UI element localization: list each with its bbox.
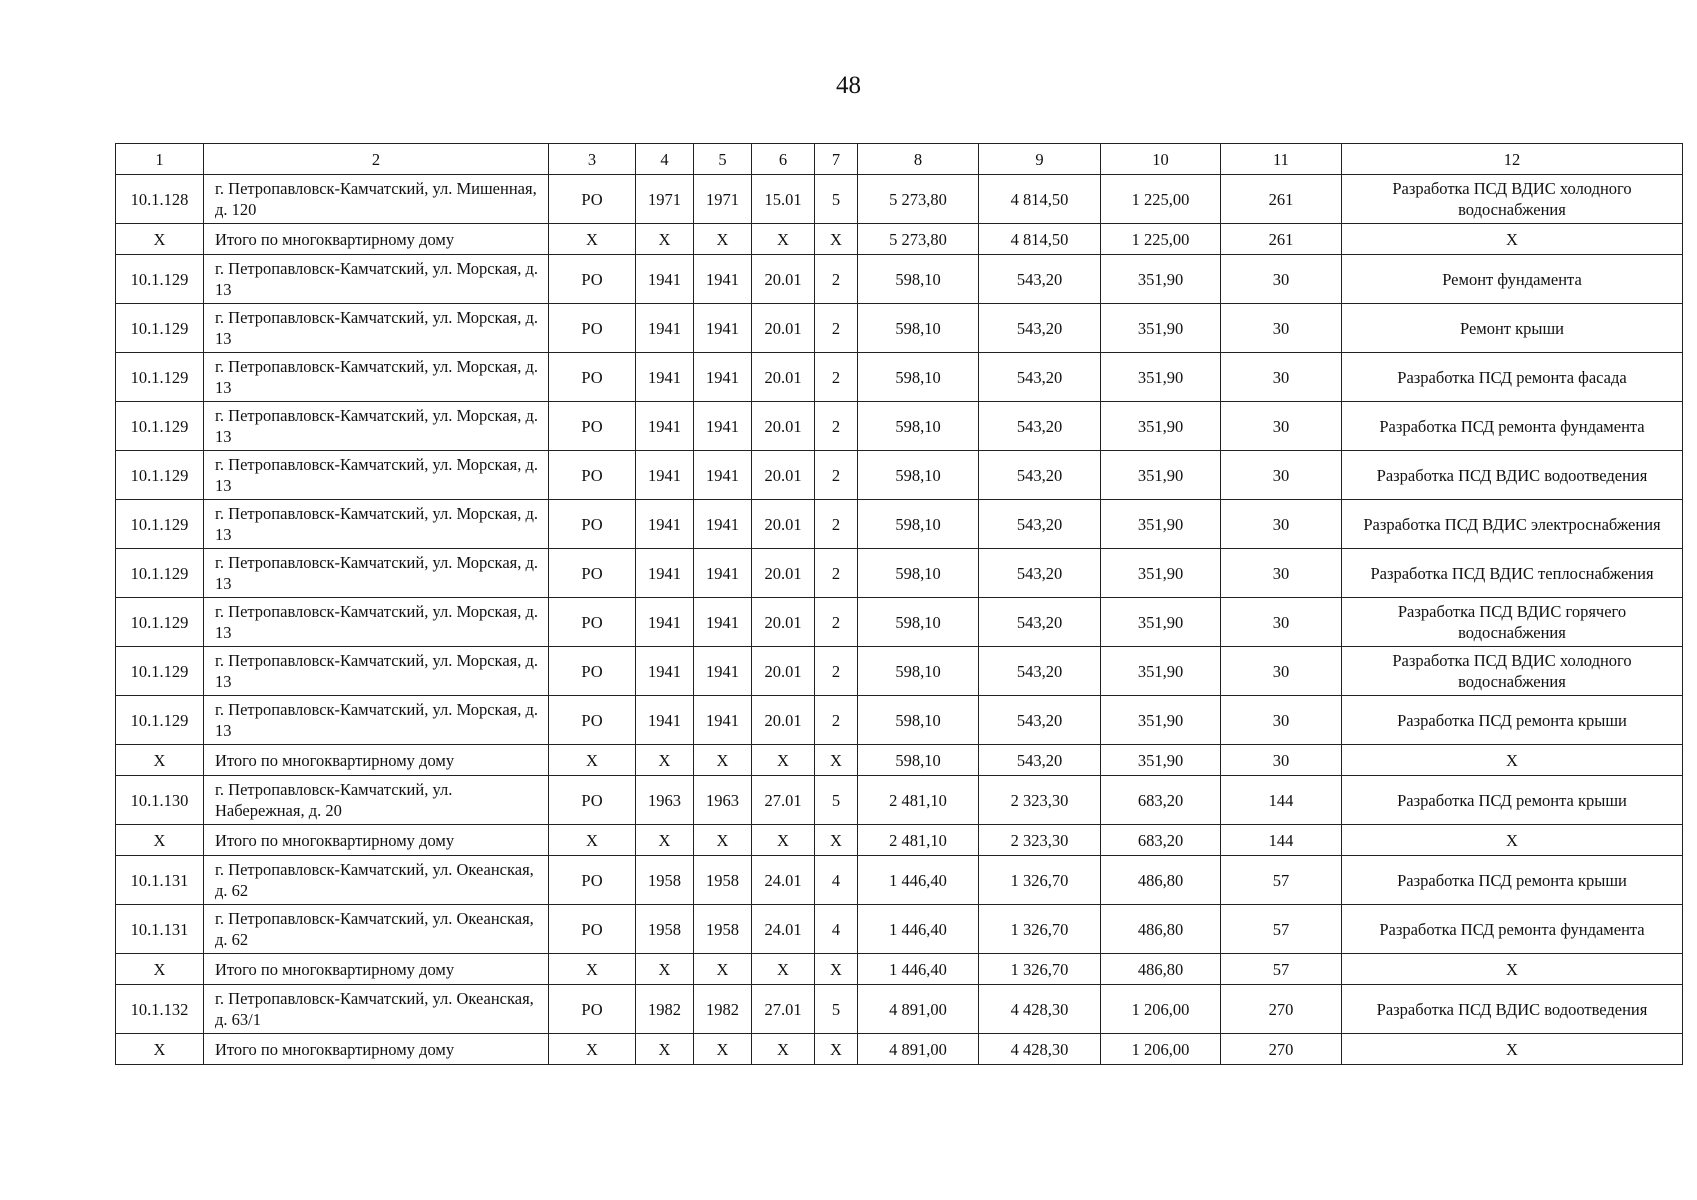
work-type-cell: Разработка ПСД ВДИС холодного водоснабжения bbox=[1342, 647, 1683, 696]
total-row bbox=[116, 224, 1683, 255]
residents-cell: 30 bbox=[1221, 500, 1342, 549]
table-row bbox=[116, 856, 1683, 905]
total-row bbox=[116, 745, 1683, 776]
address-cell: г. Петропавловск-Камчатский, ул. Мишенная, д. 120 bbox=[204, 175, 549, 224]
total-area-cell: 598,10 bbox=[858, 745, 979, 776]
table-row bbox=[116, 353, 1683, 402]
work-type-cell: Ремонт крыши bbox=[1342, 304, 1683, 353]
ownership-cell: Х bbox=[549, 825, 636, 856]
commission-year-cell: 1941 bbox=[636, 353, 694, 402]
total-area-cell: 598,10 bbox=[858, 451, 979, 500]
roof-area-cell: 351,90 bbox=[1101, 549, 1221, 598]
residents-cell: 57 bbox=[1221, 856, 1342, 905]
row-number-cell: 10.1.129 bbox=[116, 598, 204, 647]
roof-area-cell: 351,90 bbox=[1101, 696, 1221, 745]
work-type-cell: Разработка ПСД ВДИС электроснабжения bbox=[1342, 500, 1683, 549]
floors-cell: Х bbox=[815, 745, 858, 776]
residents-cell: 30 bbox=[1221, 353, 1342, 402]
ownership-cell: РО bbox=[549, 500, 636, 549]
roof-area-cell: 351,90 bbox=[1101, 647, 1221, 696]
address-cell: г. Петропавловск-Камчатский, ул. Морская, д. 13 bbox=[204, 402, 549, 451]
table-row bbox=[116, 985, 1683, 1034]
residents-cell: 57 bbox=[1221, 905, 1342, 954]
header-cell: 5 bbox=[694, 144, 752, 175]
roof-area-cell: 351,90 bbox=[1101, 402, 1221, 451]
residential-area-cell: 543,20 bbox=[979, 402, 1101, 451]
roof-area-cell: 351,90 bbox=[1101, 598, 1221, 647]
header-cell: 7 bbox=[815, 144, 858, 175]
row-number-cell: 10.1.129 bbox=[116, 549, 204, 598]
planned-date-cell: 20.01 bbox=[752, 304, 815, 353]
ownership-cell: РО bbox=[549, 451, 636, 500]
floors-cell: 5 bbox=[815, 175, 858, 224]
table-row bbox=[116, 696, 1683, 745]
total-area-cell: 2 481,10 bbox=[858, 776, 979, 825]
roof-area-cell: 351,90 bbox=[1101, 255, 1221, 304]
row-number-cell: 10.1.129 bbox=[116, 451, 204, 500]
floors-cell: Х bbox=[815, 954, 858, 985]
residents-cell: 30 bbox=[1221, 451, 1342, 500]
total-area-cell: 598,10 bbox=[858, 696, 979, 745]
commission-year-cell: 1941 bbox=[636, 598, 694, 647]
planned-date-cell: 20.01 bbox=[752, 647, 815, 696]
residential-area-cell: 543,20 bbox=[979, 353, 1101, 402]
floors-cell: 4 bbox=[815, 856, 858, 905]
ownership-cell: РО bbox=[549, 549, 636, 598]
build-year-cell: Х bbox=[694, 825, 752, 856]
build-year-cell: 1941 bbox=[694, 402, 752, 451]
total-area-cell: 1 446,40 bbox=[858, 905, 979, 954]
header-cell: 11 bbox=[1221, 144, 1342, 175]
work-type-cell: Х bbox=[1342, 745, 1683, 776]
total-area-cell: 598,10 bbox=[858, 402, 979, 451]
address-cell: г. Петропавловск-Камчатский, ул. Морская, д. 13 bbox=[204, 647, 549, 696]
total-area-cell: 598,10 bbox=[858, 549, 979, 598]
row-number-cell: Х bbox=[116, 224, 204, 255]
roof-area-cell: 1 225,00 bbox=[1101, 175, 1221, 224]
row-number-cell: 10.1.129 bbox=[116, 353, 204, 402]
commission-year-cell: Х bbox=[636, 224, 694, 255]
build-year-cell: 1941 bbox=[694, 353, 752, 402]
header-cell: 1 bbox=[116, 144, 204, 175]
planned-date-cell: 20.01 bbox=[752, 549, 815, 598]
address-cell: г. Петропавловск-Камчатский, ул. Океанская, д. 62 bbox=[204, 905, 549, 954]
ownership-cell: РО bbox=[549, 304, 636, 353]
ownership-cell: РО bbox=[549, 647, 636, 696]
build-year-cell: 1941 bbox=[694, 549, 752, 598]
work-type-cell: Разработка ПСД ремонта крыши bbox=[1342, 776, 1683, 825]
planned-date-cell: Х bbox=[752, 745, 815, 776]
roof-area-cell: 351,90 bbox=[1101, 451, 1221, 500]
address-cell: г. Петропавловск-Камчатский, ул. Морская, д. 13 bbox=[204, 255, 549, 304]
build-year-cell: 1963 bbox=[694, 776, 752, 825]
residents-cell: 30 bbox=[1221, 304, 1342, 353]
floors-cell: 2 bbox=[815, 598, 858, 647]
residential-area-cell: 1 326,70 bbox=[979, 856, 1101, 905]
residents-cell: 30 bbox=[1221, 549, 1342, 598]
planned-date-cell: Х bbox=[752, 825, 815, 856]
planned-date-cell: 20.01 bbox=[752, 255, 815, 304]
address-cell: Итого по многоквартирному дому bbox=[204, 224, 549, 255]
roof-area-cell: 351,90 bbox=[1101, 500, 1221, 549]
planned-date-cell: Х bbox=[752, 1034, 815, 1065]
header-cell: 12 bbox=[1342, 144, 1683, 175]
commission-year-cell: 1941 bbox=[636, 255, 694, 304]
commission-year-cell: 1963 bbox=[636, 776, 694, 825]
address-cell: г. Петропавловск-Камчатский, ул. Морская, д. 13 bbox=[204, 549, 549, 598]
address-cell: Итого по многоквартирному дому bbox=[204, 1034, 549, 1065]
commission-year-cell: 1941 bbox=[636, 304, 694, 353]
address-cell: Итого по многоквартирному дому bbox=[204, 825, 549, 856]
work-type-cell: Х bbox=[1342, 224, 1683, 255]
build-year-cell: 1941 bbox=[694, 451, 752, 500]
table-row bbox=[116, 776, 1683, 825]
address-cell: г. Петропавловск-Камчатский, ул. Морская, д. 13 bbox=[204, 451, 549, 500]
floors-cell: 2 bbox=[815, 304, 858, 353]
commission-year-cell: 1941 bbox=[636, 402, 694, 451]
address-cell: г. Петропавловск-Камчатский, ул. Морская, д. 13 bbox=[204, 696, 549, 745]
address-cell: г. Петропавловск-Камчатский, ул. Морская, д. 13 bbox=[204, 500, 549, 549]
total-row bbox=[116, 825, 1683, 856]
floors-cell: 2 bbox=[815, 402, 858, 451]
residents-cell: 270 bbox=[1221, 1034, 1342, 1065]
header-row bbox=[116, 144, 1683, 175]
build-year-cell: 1958 bbox=[694, 905, 752, 954]
work-type-cell: Х bbox=[1342, 1034, 1683, 1065]
total-row bbox=[116, 954, 1683, 985]
address-cell: г. Петропавловск-Камчатский, ул. Морская, д. 13 bbox=[204, 353, 549, 402]
row-number-cell: Х bbox=[116, 954, 204, 985]
work-type-cell: Разработка ПСД ВДИС холодного водоснабжения bbox=[1342, 175, 1683, 224]
ownership-cell: РО bbox=[549, 598, 636, 647]
floors-cell: 2 bbox=[815, 255, 858, 304]
address-cell: г. Петропавловск-Камчатский, ул. Набережная, д. 20 bbox=[204, 776, 549, 825]
total-area-cell: 598,10 bbox=[858, 500, 979, 549]
total-area-cell: 5 273,80 bbox=[858, 224, 979, 255]
table-row bbox=[116, 905, 1683, 954]
commission-year-cell: 1971 bbox=[636, 175, 694, 224]
residential-area-cell: 543,20 bbox=[979, 549, 1101, 598]
commission-year-cell: 1958 bbox=[636, 905, 694, 954]
ownership-cell: РО bbox=[549, 905, 636, 954]
floors-cell: 2 bbox=[815, 696, 858, 745]
commission-year-cell: 1941 bbox=[636, 451, 694, 500]
ownership-cell: РО bbox=[549, 175, 636, 224]
ownership-cell: Х bbox=[549, 1034, 636, 1065]
header-cell: 9 bbox=[979, 144, 1101, 175]
total-area-cell: 598,10 bbox=[858, 255, 979, 304]
build-year-cell: 1941 bbox=[694, 304, 752, 353]
total-area-cell: 2 481,10 bbox=[858, 825, 979, 856]
header-cell: 10 bbox=[1101, 144, 1221, 175]
build-year-cell: Х bbox=[694, 1034, 752, 1065]
page-number: 48 bbox=[836, 72, 861, 99]
build-year-cell: Х bbox=[694, 954, 752, 985]
table-row bbox=[116, 175, 1683, 224]
residential-area-cell: 4 428,30 bbox=[979, 1034, 1101, 1065]
row-number-cell: 10.1.131 bbox=[116, 856, 204, 905]
ownership-cell: Х bbox=[549, 224, 636, 255]
build-year-cell: 1941 bbox=[694, 696, 752, 745]
row-number-cell: 10.1.129 bbox=[116, 255, 204, 304]
residents-cell: 57 bbox=[1221, 954, 1342, 985]
residential-area-cell: 543,20 bbox=[979, 696, 1101, 745]
build-year-cell: 1941 bbox=[694, 647, 752, 696]
residential-area-cell: 543,20 bbox=[979, 647, 1101, 696]
total-area-cell: 598,10 bbox=[858, 304, 979, 353]
residential-area-cell: 4 814,50 bbox=[979, 175, 1101, 224]
planned-date-cell: 20.01 bbox=[752, 500, 815, 549]
table-row bbox=[116, 549, 1683, 598]
planned-date-cell: 20.01 bbox=[752, 451, 815, 500]
ownership-cell: РО bbox=[549, 856, 636, 905]
work-type-cell: Ремонт фундамента bbox=[1342, 255, 1683, 304]
row-number-cell: Х bbox=[116, 825, 204, 856]
roof-area-cell: 486,80 bbox=[1101, 856, 1221, 905]
table-row bbox=[116, 304, 1683, 353]
address-cell: г. Петропавловск-Камчатский, ул. Океанская, д. 62 bbox=[204, 856, 549, 905]
commission-year-cell: 1941 bbox=[636, 696, 694, 745]
build-year-cell: 1941 bbox=[694, 255, 752, 304]
commission-year-cell: 1982 bbox=[636, 985, 694, 1034]
row-number-cell: 10.1.128 bbox=[116, 175, 204, 224]
address-cell: г. Петропавловск-Камчатский, ул. Океанская, д. 63/1 bbox=[204, 985, 549, 1034]
commission-year-cell: 1941 bbox=[636, 500, 694, 549]
total-area-cell: 1 446,40 bbox=[858, 954, 979, 985]
row-number-cell: 10.1.129 bbox=[116, 304, 204, 353]
row-number-cell: 10.1.130 bbox=[116, 776, 204, 825]
row-number-cell: Х bbox=[116, 1034, 204, 1065]
floors-cell: 2 bbox=[815, 500, 858, 549]
ownership-cell: РО bbox=[549, 776, 636, 825]
row-number-cell: 10.1.129 bbox=[116, 500, 204, 549]
roof-area-cell: 683,20 bbox=[1101, 776, 1221, 825]
total-area-cell: 5 273,80 bbox=[858, 175, 979, 224]
commission-year-cell: 1941 bbox=[636, 647, 694, 696]
floors-cell: Х bbox=[815, 825, 858, 856]
work-type-cell: Разработка ПСД ремонта крыши bbox=[1342, 856, 1683, 905]
total-area-cell: 1 446,40 bbox=[858, 856, 979, 905]
planned-date-cell: Х bbox=[752, 224, 815, 255]
commission-year-cell: Х bbox=[636, 825, 694, 856]
residential-area-cell: 543,20 bbox=[979, 500, 1101, 549]
floors-cell: 4 bbox=[815, 905, 858, 954]
header-cell: 8 bbox=[858, 144, 979, 175]
work-type-cell: Разработка ПСД ремонта фундамента bbox=[1342, 402, 1683, 451]
build-year-cell: Х bbox=[694, 745, 752, 776]
register-table bbox=[115, 143, 1683, 1065]
commission-year-cell: 1941 bbox=[636, 549, 694, 598]
build-year-cell: 1941 bbox=[694, 500, 752, 549]
total-area-cell: 598,10 bbox=[858, 647, 979, 696]
roof-area-cell: 1 206,00 bbox=[1101, 1034, 1221, 1065]
work-type-cell: Разработка ПСД ВДИС водоотведения bbox=[1342, 451, 1683, 500]
floors-cell: 2 bbox=[815, 451, 858, 500]
ownership-cell: РО bbox=[549, 985, 636, 1034]
address-cell: г. Петропавловск-Камчатский, ул. Морская, д. 13 bbox=[204, 304, 549, 353]
roof-area-cell: 486,80 bbox=[1101, 905, 1221, 954]
planned-date-cell: 27.01 bbox=[752, 985, 815, 1034]
work-type-cell: Разработка ПСД ВДИС водоотведения bbox=[1342, 985, 1683, 1034]
table-row bbox=[116, 598, 1683, 647]
total-area-cell: 4 891,00 bbox=[858, 1034, 979, 1065]
work-type-cell: Разработка ПСД ВДИС теплоснабжения bbox=[1342, 549, 1683, 598]
roof-area-cell: 351,90 bbox=[1101, 353, 1221, 402]
ownership-cell: Х bbox=[549, 954, 636, 985]
commission-year-cell: Х bbox=[636, 954, 694, 985]
floors-cell: Х bbox=[815, 1034, 858, 1065]
planned-date-cell: 24.01 bbox=[752, 856, 815, 905]
table-row bbox=[116, 255, 1683, 304]
residents-cell: 261 bbox=[1221, 175, 1342, 224]
residential-area-cell: 2 323,30 bbox=[979, 825, 1101, 856]
build-year-cell: 1941 bbox=[694, 598, 752, 647]
residents-cell: 261 bbox=[1221, 224, 1342, 255]
table-body bbox=[116, 144, 1683, 1065]
build-year-cell: 1958 bbox=[694, 856, 752, 905]
planned-date-cell: Х bbox=[752, 954, 815, 985]
planned-date-cell: 20.01 bbox=[752, 353, 815, 402]
planned-date-cell: 20.01 bbox=[752, 402, 815, 451]
floors-cell: 2 bbox=[815, 549, 858, 598]
residential-area-cell: 543,20 bbox=[979, 451, 1101, 500]
commission-year-cell: Х bbox=[636, 1034, 694, 1065]
build-year-cell: Х bbox=[694, 224, 752, 255]
residential-area-cell: 1 326,70 bbox=[979, 954, 1101, 985]
roof-area-cell: 486,80 bbox=[1101, 954, 1221, 985]
header-cell: 6 bbox=[752, 144, 815, 175]
work-type-cell: Х bbox=[1342, 825, 1683, 856]
ownership-cell: Х bbox=[549, 745, 636, 776]
planned-date-cell: 20.01 bbox=[752, 598, 815, 647]
planned-date-cell: 27.01 bbox=[752, 776, 815, 825]
row-number-cell: 10.1.129 bbox=[116, 647, 204, 696]
residents-cell: 30 bbox=[1221, 647, 1342, 696]
address-cell: г. Петропавловск-Камчатский, ул. Морская, д. 13 bbox=[204, 598, 549, 647]
ownership-cell: РО bbox=[549, 696, 636, 745]
floors-cell: Х bbox=[815, 224, 858, 255]
floors-cell: 2 bbox=[815, 647, 858, 696]
planned-date-cell: 20.01 bbox=[752, 696, 815, 745]
residential-area-cell: 543,20 bbox=[979, 745, 1101, 776]
work-type-cell: Разработка ПСД ВДИС горячего водоснабжения bbox=[1342, 598, 1683, 647]
residents-cell: 30 bbox=[1221, 696, 1342, 745]
roof-area-cell: 683,20 bbox=[1101, 825, 1221, 856]
total-area-cell: 598,10 bbox=[858, 598, 979, 647]
header-cell: 3 bbox=[549, 144, 636, 175]
table-row bbox=[116, 500, 1683, 549]
roof-area-cell: 1 206,00 bbox=[1101, 985, 1221, 1034]
residents-cell: 144 bbox=[1221, 776, 1342, 825]
table-row bbox=[116, 402, 1683, 451]
work-type-cell: Разработка ПСД ремонта фундамента bbox=[1342, 905, 1683, 954]
residents-cell: 30 bbox=[1221, 402, 1342, 451]
address-cell: Итого по многоквартирному дому bbox=[204, 745, 549, 776]
table-row bbox=[116, 647, 1683, 696]
residents-cell: 30 bbox=[1221, 255, 1342, 304]
roof-area-cell: 351,90 bbox=[1101, 304, 1221, 353]
floors-cell: 5 bbox=[815, 776, 858, 825]
ownership-cell: РО bbox=[549, 402, 636, 451]
row-number-cell: Х bbox=[116, 745, 204, 776]
roof-area-cell: 1 225,00 bbox=[1101, 224, 1221, 255]
work-type-cell: Х bbox=[1342, 954, 1683, 985]
residents-cell: 144 bbox=[1221, 825, 1342, 856]
residents-cell: 270 bbox=[1221, 985, 1342, 1034]
roof-area-cell: 351,90 bbox=[1101, 745, 1221, 776]
residents-cell: 30 bbox=[1221, 745, 1342, 776]
header-cell: 4 bbox=[636, 144, 694, 175]
header-cell: 2 bbox=[204, 144, 549, 175]
residential-area-cell: 2 323,30 bbox=[979, 776, 1101, 825]
row-number-cell: 10.1.132 bbox=[116, 985, 204, 1034]
residential-area-cell: 543,20 bbox=[979, 598, 1101, 647]
build-year-cell: 1971 bbox=[694, 175, 752, 224]
residential-area-cell: 543,20 bbox=[979, 255, 1101, 304]
build-year-cell: 1982 bbox=[694, 985, 752, 1034]
table-row bbox=[116, 451, 1683, 500]
residential-area-cell: 1 326,70 bbox=[979, 905, 1101, 954]
total-area-cell: 4 891,00 bbox=[858, 985, 979, 1034]
total-row bbox=[116, 1034, 1683, 1065]
residential-area-cell: 543,20 bbox=[979, 304, 1101, 353]
row-number-cell: 10.1.131 bbox=[116, 905, 204, 954]
residential-area-cell: 4 428,30 bbox=[979, 985, 1101, 1034]
total-area-cell: 598,10 bbox=[858, 353, 979, 402]
commission-year-cell: Х bbox=[636, 745, 694, 776]
planned-date-cell: 24.01 bbox=[752, 905, 815, 954]
row-number-cell: 10.1.129 bbox=[116, 402, 204, 451]
ownership-cell: РО bbox=[549, 353, 636, 402]
work-type-cell: Разработка ПСД ремонта крыши bbox=[1342, 696, 1683, 745]
residents-cell: 30 bbox=[1221, 598, 1342, 647]
residential-area-cell: 4 814,50 bbox=[979, 224, 1101, 255]
commission-year-cell: 1958 bbox=[636, 856, 694, 905]
row-number-cell: 10.1.129 bbox=[116, 696, 204, 745]
floors-cell: 5 bbox=[815, 985, 858, 1034]
ownership-cell: РО bbox=[549, 255, 636, 304]
work-type-cell: Разработка ПСД ремонта фасада bbox=[1342, 353, 1683, 402]
floors-cell: 2 bbox=[815, 353, 858, 402]
planned-date-cell: 15.01 bbox=[752, 175, 815, 224]
address-cell: Итого по многоквартирному дому bbox=[204, 954, 549, 985]
